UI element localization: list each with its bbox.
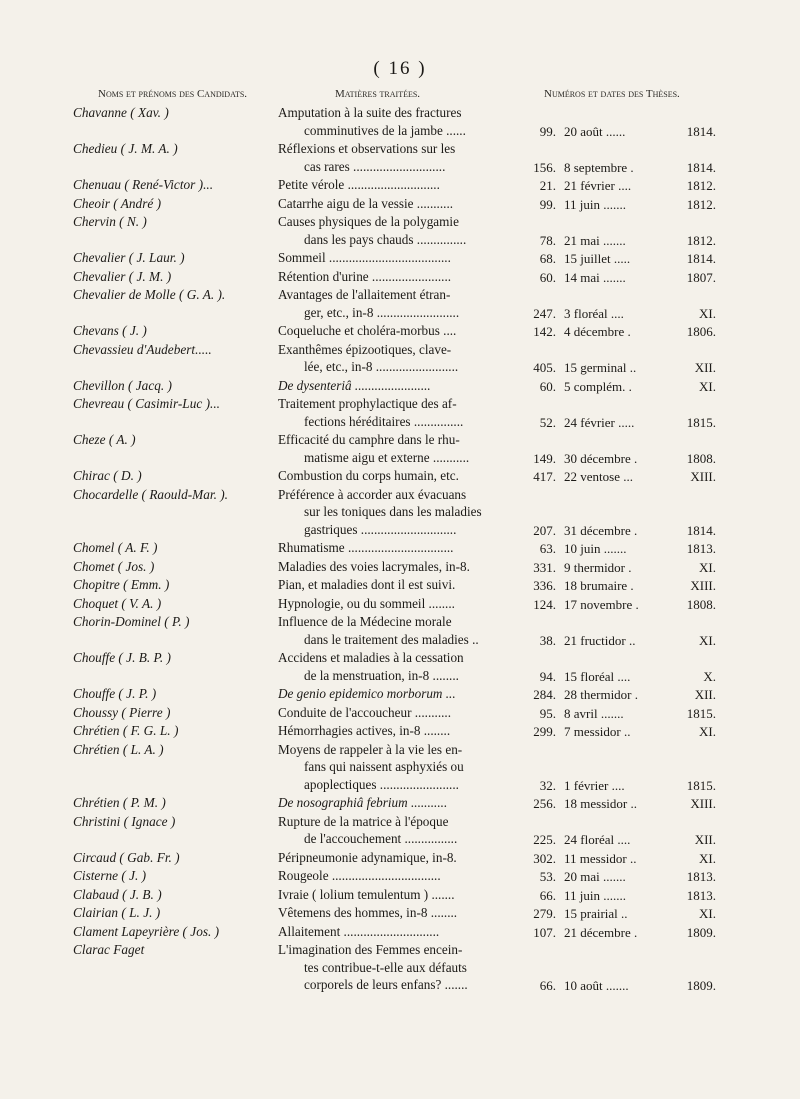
thesis-number: 107.: [533, 924, 556, 940]
thesis-subject: [278, 649, 522, 684]
thesis-number: 225.: [533, 832, 556, 847]
thesis-subject: [278, 941, 522, 994]
entry-row: [0, 704, 800, 723]
thesis-date: 8 septembre .: [564, 159, 634, 175]
entry-row: [0, 576, 800, 595]
thesis-year: 1813.: [686, 541, 716, 556]
entry-row: [0, 886, 800, 905]
thesis-number: 207.: [533, 522, 556, 538]
candidate-name: Chrétien ( L. A. ): [73, 741, 164, 757]
thesis-number-date: [520, 795, 716, 813]
thesis-subject: [278, 704, 522, 722]
thesis-number: 247.: [533, 305, 556, 321]
candidate-name: Chervin ( N. ): [73, 214, 147, 229]
thesis-subject-line: Pian, et maladies dont il est suivi.: [278, 577, 456, 592]
thesis-date: 11 messidor ..: [564, 850, 637, 866]
candidate-name: Chopitre ( Emm. ): [73, 577, 170, 592]
thesis-year: XII.: [694, 832, 716, 847]
thesis-subject-line: Rhumatisme ................................: [278, 540, 454, 555]
thesis-number: 302.: [533, 850, 556, 866]
entry-row: [0, 195, 800, 214]
thesis-year: 1814.: [686, 251, 716, 266]
thesis-subject: [278, 539, 522, 557]
thesis-subject: [278, 741, 522, 794]
thesis-subject: [278, 595, 522, 613]
thesis-subject: [278, 249, 522, 267]
thesis-year: XI.: [699, 906, 716, 921]
thesis-year: 1809.: [686, 978, 716, 993]
entry-row: [0, 904, 800, 923]
thesis-subject: [278, 195, 522, 213]
candidate-name: Circaud ( Gab. Fr. ): [73, 849, 180, 865]
thesis-subject-line: Traitement prophylactique des af-: [278, 396, 457, 411]
thesis-year: 1812.: [686, 178, 716, 193]
thesis-date: 11 juin .......: [564, 887, 626, 903]
thesis-number: 52.: [539, 414, 556, 430]
thesis-subject-line: Catarrhe aigu de la vessie ...........: [278, 195, 454, 211]
thesis-year: 1807.: [686, 269, 716, 285]
thesis-subject-line: tes contribue-t-elle aux défauts: [304, 959, 467, 975]
thesis-number: 94.: [539, 668, 556, 684]
thesis-subject-line: Ivraie ( lolium temulentum ) .......: [278, 886, 455, 902]
thesis-number: 336.: [533, 578, 556, 593]
candidate-name: Chrétien ( F. G. L. ): [73, 723, 179, 738]
thesis-date: 7 messidor ..: [564, 724, 631, 739]
thesis-number: 63.: [539, 541, 556, 556]
candidate-name: Chedieu ( J. M. A. ): [73, 141, 178, 156]
entry-row: [0, 613, 800, 649]
thesis-number-date: [520, 468, 716, 486]
thesis-subject: [278, 923, 522, 941]
thesis-subject-line: Maladies des voies lacrymales, in-8.: [278, 558, 470, 574]
thesis-year: 1812.: [686, 196, 716, 212]
thesis-number: 299.: [533, 724, 556, 739]
thesis-number: 417.: [533, 469, 556, 484]
thesis-date: 15 juillet .....: [564, 251, 631, 266]
thesis-number-date: [520, 123, 716, 141]
thesis-subject-line: fans qui naissent asphyxiés ou: [304, 759, 464, 774]
thesis-year: XI.: [699, 632, 716, 648]
thesis-subject-line: Efficacité du camphre dans le rhu-: [278, 432, 460, 447]
entry-row: [0, 341, 800, 377]
thesis-date: 17 novembre .: [564, 596, 639, 612]
thesis-number-date: [520, 905, 716, 923]
entry-row: [0, 539, 800, 558]
thesis-year: 1808.: [686, 450, 716, 466]
thesis-subject: [278, 213, 522, 248]
thesis-subject-line: ger, etc., in-8 .........................: [304, 304, 460, 320]
thesis-subject-line: Petite vérole ............................: [278, 177, 440, 192]
thesis-subject-line: corporels de leurs enfans? .......: [304, 977, 468, 992]
thesis-subject-line: apoplectiques ........................: [304, 776, 459, 792]
thesis-date: 22 ventose ...: [564, 469, 633, 484]
thesis-subject-line: Péripneumonie adynamique, in-8.: [278, 849, 457, 865]
thesis-subject: [278, 341, 522, 376]
thesis-number-date: [520, 159, 716, 177]
thesis-year: XI.: [699, 559, 716, 575]
thesis-subject: [278, 722, 522, 740]
thesis-date: 10 juin .......: [564, 541, 627, 556]
entry-row: [0, 431, 800, 467]
thesis-subject: [278, 886, 522, 904]
thesis-number-date: [520, 632, 716, 650]
thesis-subject-line: comminutives de la jambe ......: [304, 122, 466, 138]
thesis-number: 60.: [539, 269, 556, 285]
thesis-subject-line: Coqueluche et choléra-morbus ....: [278, 323, 457, 338]
thesis-subject-line: matisme aigu et externe ...........: [304, 449, 470, 465]
thesis-year: XI.: [699, 850, 716, 866]
thesis-subject-line: Influence de la Médecine morale: [278, 614, 452, 629]
thesis-subject-line: Rougeole .................................: [278, 868, 441, 883]
thesis-number-date: [520, 723, 716, 741]
candidate-name: Chevans ( J. ): [73, 323, 147, 338]
thesis-number-date: [520, 924, 716, 942]
thesis-year: 1814.: [686, 123, 716, 139]
thesis-date: 21 fructidor ..: [564, 632, 636, 648]
entry-row: [0, 176, 800, 195]
thesis-year: 1812.: [686, 232, 716, 248]
entry-row: [0, 558, 800, 577]
candidate-name: Clairian ( L. J. ): [73, 905, 161, 920]
thesis-date: 20 mai .......: [564, 869, 626, 884]
thesis-year: XI.: [699, 378, 716, 394]
thesis-date: 28 thermidor .: [564, 687, 639, 702]
entry-row: [0, 813, 800, 849]
candidate-name: Chouffe ( J. B. P. ): [73, 650, 171, 665]
thesis-subject-line: gastriques .............................: [304, 521, 457, 537]
thesis-number-date: [520, 686, 716, 704]
thesis-subject: [278, 904, 522, 922]
entry-row: [0, 249, 800, 268]
thesis-number-date: [520, 559, 716, 577]
thesis-date: 8 avril .......: [564, 705, 624, 721]
thesis-subject: [278, 176, 522, 194]
thesis-date: 9 thermidor .: [564, 559, 632, 575]
candidate-name: Cheoir ( André ): [73, 195, 162, 211]
thesis-subject-line: dans les pays chauds ...............: [304, 231, 467, 247]
thesis-number: 32.: [539, 777, 556, 793]
thesis-number-date: [520, 831, 716, 849]
thesis-number-date: [520, 777, 716, 795]
entry-row: [0, 467, 800, 486]
thesis-subject: [278, 558, 522, 576]
thesis-date: 4 décembre .: [564, 324, 631, 339]
thesis-number: 66.: [539, 978, 556, 993]
thesis-subject: [278, 431, 522, 466]
candidate-name: Chavanne ( Xav. ): [73, 105, 169, 120]
thesis-number-date: [520, 359, 716, 377]
thesis-year: 1815.: [686, 777, 716, 793]
thesis-number: 21.: [539, 178, 556, 193]
thesis-year: 1815.: [686, 705, 716, 721]
thesis-number-date: [520, 232, 716, 250]
thesis-subject-line: Allaitement .............................: [278, 923, 440, 939]
thesis-date: 18 brumaire .: [564, 578, 634, 593]
entry-row: [0, 923, 800, 942]
entry-row: [0, 867, 800, 886]
thesis-year: 1814.: [686, 522, 716, 538]
thesis-number: 279.: [533, 906, 556, 921]
thesis-date: 14 mai .......: [564, 269, 626, 285]
thesis-subject: [278, 813, 522, 848]
thesis-subject-line: De nosographiâ febrium ...........: [278, 795, 448, 810]
entry-row: [0, 377, 800, 396]
thesis-number: 95.: [539, 705, 556, 721]
thesis-subject-line: Exanthêmes épizootiques, clave-: [278, 341, 452, 357]
thesis-subject: [278, 576, 522, 594]
thesis-subject-line: Accidens et maladies à la cessation: [278, 650, 464, 665]
thesis-subject-line: Avantages de l'allaitement étran-: [278, 287, 451, 302]
thesis-subject-line: Rétention d'urine ........................: [278, 268, 452, 284]
thesis-number-date: [520, 305, 716, 323]
entry-row: [0, 322, 800, 341]
thesis-subject: [278, 322, 522, 340]
candidate-name: Choquet ( V. A. ): [73, 595, 162, 611]
thesis-number: 405.: [533, 360, 556, 375]
thesis-date: 30 décembre .: [564, 450, 638, 466]
candidate-name: Chirac ( D. ): [73, 468, 142, 483]
candidate-name: Chevreau ( Casimir-Luc )...: [73, 396, 220, 411]
entry-row: [0, 649, 800, 685]
thesis-number: 124.: [533, 596, 556, 612]
thesis-number-date: [520, 177, 716, 195]
thesis-year: XII.: [694, 687, 716, 702]
entry-row: [0, 595, 800, 614]
thesis-number: 78.: [539, 232, 556, 248]
entry-row: [0, 268, 800, 287]
thesis-number-date: [520, 269, 716, 287]
thesis-number-date: [520, 323, 716, 341]
thesis-year: 1813.: [686, 869, 716, 884]
thesis-subject: [278, 867, 522, 885]
thesis-subject-line: lée, etc., in-8 .........................: [304, 359, 459, 374]
thesis-date: 24 février .....: [564, 414, 635, 430]
thesis-date: 31 décembre .: [564, 522, 638, 538]
thesis-number-date: [520, 522, 716, 540]
thesis-number: 60.: [539, 378, 556, 394]
thesis-number-date: [520, 414, 716, 432]
header-numbers: Numéros et dates des Thèses.: [544, 88, 680, 100]
thesis-subject: [278, 268, 522, 286]
entry-row: [0, 140, 800, 176]
entry-row: [0, 849, 800, 868]
thesis-subject-line: Préférence à accorder aux évacuans: [278, 486, 467, 502]
thesis-subject: [278, 685, 522, 703]
entry-row: [0, 286, 800, 322]
thesis-subject-line: De dysenteriâ .......................: [278, 377, 431, 393]
thesis-number-date: [520, 540, 716, 558]
thesis-subject: [278, 486, 522, 539]
thesis-year: 1808.: [686, 596, 716, 612]
thesis-year: XII.: [694, 360, 716, 375]
thesis-subject-line: dans le traitement des maladies ..: [304, 631, 479, 647]
candidate-name: Christini ( Ignace ): [73, 813, 176, 829]
entry-row: [0, 722, 800, 741]
entry-row: [0, 741, 800, 795]
thesis-year: 1806.: [686, 324, 716, 339]
thesis-subject-line: L'imagination des Femmes encein-: [278, 942, 463, 957]
candidate-name: Chrétien ( P. M. ): [73, 795, 166, 810]
thesis-date: 5 complém. .: [564, 378, 632, 394]
thesis-number-date: [520, 378, 716, 396]
candidate-name: Chevassieu d'Audebert.....: [73, 341, 212, 357]
thesis-number: 284.: [533, 687, 556, 702]
thesis-year: X.: [703, 668, 716, 684]
thesis-subject: [278, 395, 522, 430]
thesis-subject-line: de la menstruation, in-8 ........: [304, 667, 459, 683]
thesis-subject-line: Conduite de l'accoucheur ...........: [278, 704, 452, 720]
thesis-date: 15 prairial ..: [564, 906, 628, 921]
thesis-year: 1814.: [686, 159, 716, 175]
thesis-subject-line: Hypnologie, ou du sommeil ........: [278, 595, 455, 611]
thesis-date: 20 août ......: [564, 123, 626, 139]
thesis-date: 21 février ....: [564, 178, 632, 193]
header-names: Noms et prénoms des Candidats.: [98, 88, 248, 100]
candidate-name: Cisterne ( J. ): [73, 868, 147, 883]
page-number: ( 16 ): [373, 58, 427, 79]
thesis-subject: [278, 377, 522, 395]
thesis-subject-line: cas rares ............................: [304, 158, 446, 174]
candidate-name: Clarac Faget: [73, 942, 145, 957]
entry-row: [0, 213, 800, 249]
candidate-name: Chevalier ( J. Laur. ): [73, 250, 185, 265]
candidate-name: Chorin-Dominel ( P. ): [73, 614, 190, 629]
thesis-number: 142.: [533, 324, 556, 339]
thesis-subject-line: Amputation à la suite des fractures: [278, 105, 462, 120]
header-matters: Matières traitées.: [335, 88, 421, 100]
thesis-number: 53.: [539, 869, 556, 884]
candidate-name: Clament Lapeyrière ( Jos. ): [73, 923, 220, 939]
thesis-subject-line: De genio epidemico morborum ...: [278, 686, 456, 701]
thesis-subject: [278, 613, 522, 648]
thesis-year: XIII.: [690, 578, 716, 593]
candidate-name: Cheze ( A. ): [73, 432, 136, 447]
thesis-subject-line: Réflexions et observations sur les: [278, 141, 456, 156]
thesis-number: 99.: [539, 196, 556, 212]
thesis-number-date: [520, 250, 716, 268]
thesis-subject: [278, 104, 522, 139]
thesis-number: 256.: [533, 796, 556, 811]
thesis-number: 99.: [539, 123, 556, 139]
thesis-number: 68.: [539, 251, 556, 266]
thesis-subject: [278, 286, 522, 321]
thesis-number-date: [520, 868, 716, 886]
thesis-subject-line: de l'accouchement ................: [304, 831, 458, 846]
thesis-date: 15 floréal ....: [564, 668, 631, 684]
candidate-name: Clabaud ( J. B. ): [73, 886, 162, 902]
candidate-name: Chomet ( Jos. ): [73, 558, 155, 574]
thesis-number: 331.: [533, 559, 556, 575]
thesis-number-date: [520, 887, 716, 905]
thesis-year: 1809.: [686, 924, 716, 940]
thesis-year: XIII.: [690, 796, 716, 811]
thesis-number-date: [520, 668, 716, 686]
thesis-number-date: [520, 596, 716, 614]
thesis-number: 66.: [539, 887, 556, 903]
thesis-date: 10 août .......: [564, 978, 629, 993]
thesis-number-date: [520, 977, 716, 995]
thesis-number-date: [520, 577, 716, 595]
thesis-number-date: [520, 450, 716, 468]
thesis-subject: [278, 849, 522, 867]
entry-row: [0, 486, 800, 540]
thesis-subject-line: Combustion du corps humain, etc.: [278, 468, 459, 483]
thesis-number-date: [520, 705, 716, 723]
thesis-subject-line: Causes physiques de la polygamie: [278, 214, 459, 229]
thesis-date: 3 floréal ....: [564, 305, 624, 321]
thesis-number-date: [520, 850, 716, 868]
thesis-date: 24 floréal ....: [564, 832, 631, 847]
candidate-name: Chevalier de Molle ( G. A. ).: [73, 287, 226, 302]
entry-row: [0, 941, 800, 995]
thesis-subject: [278, 467, 522, 485]
thesis-year: 1813.: [686, 887, 716, 903]
thesis-number: 38.: [539, 632, 556, 648]
entry-row: [0, 794, 800, 813]
thesis-date: 15 germinal ..: [564, 360, 637, 375]
thesis-subject: [278, 140, 522, 175]
entry-row: [0, 104, 800, 140]
thesis-subject-line: Vêtemens des hommes, in-8 ........: [278, 905, 458, 920]
thesis-date: 21 décembre .: [564, 924, 638, 940]
thesis-date: 1 février ....: [564, 777, 625, 793]
thesis-subject-line: Moyens de rappeler à la vie les en-: [278, 741, 463, 757]
candidate-name: Chomel ( A. F. ): [73, 540, 158, 555]
thesis-date: 21 mai .......: [564, 232, 626, 248]
thesis-subject-line: Hémorrhagies actives, in-8 ........: [278, 723, 451, 738]
entry-row: [0, 685, 800, 704]
thesis-number: 149.: [533, 450, 556, 466]
thesis-year: 1815.: [686, 414, 716, 430]
candidate-name: Chocardelle ( Raould-Mar. ).: [73, 486, 228, 502]
thesis-year: XI.: [699, 724, 716, 739]
candidate-name: Chouffe ( J. P. ): [73, 686, 157, 701]
entry-row: [0, 395, 800, 431]
thesis-year: XIII.: [690, 469, 716, 484]
thesis-subject-line: sur les toniques dans les maladies: [304, 504, 482, 519]
thesis-subject: [278, 794, 522, 812]
thesis-subject-line: Rupture de la matrice à l'époque: [278, 813, 449, 829]
thesis-number-date: [520, 196, 716, 214]
thesis-subject-line: fections héréditaires ...............: [304, 413, 464, 429]
thesis-date: 11 juin .......: [564, 196, 626, 212]
thesis-date: 18 messidor ..: [564, 796, 637, 811]
candidate-name: Choussy ( Pierre ): [73, 704, 171, 720]
candidate-name: Chenuau ( René-Victor )...: [73, 177, 214, 192]
thesis-number: 156.: [533, 159, 556, 175]
thesis-list: [0, 104, 800, 995]
thesis-subject-line: Sommeil .....................................: [278, 250, 451, 265]
thesis-year: XI.: [699, 305, 716, 321]
candidate-name: Chevalier ( J. M. ): [73, 268, 172, 284]
candidate-name: Chevillon ( Jacq. ): [73, 377, 172, 393]
